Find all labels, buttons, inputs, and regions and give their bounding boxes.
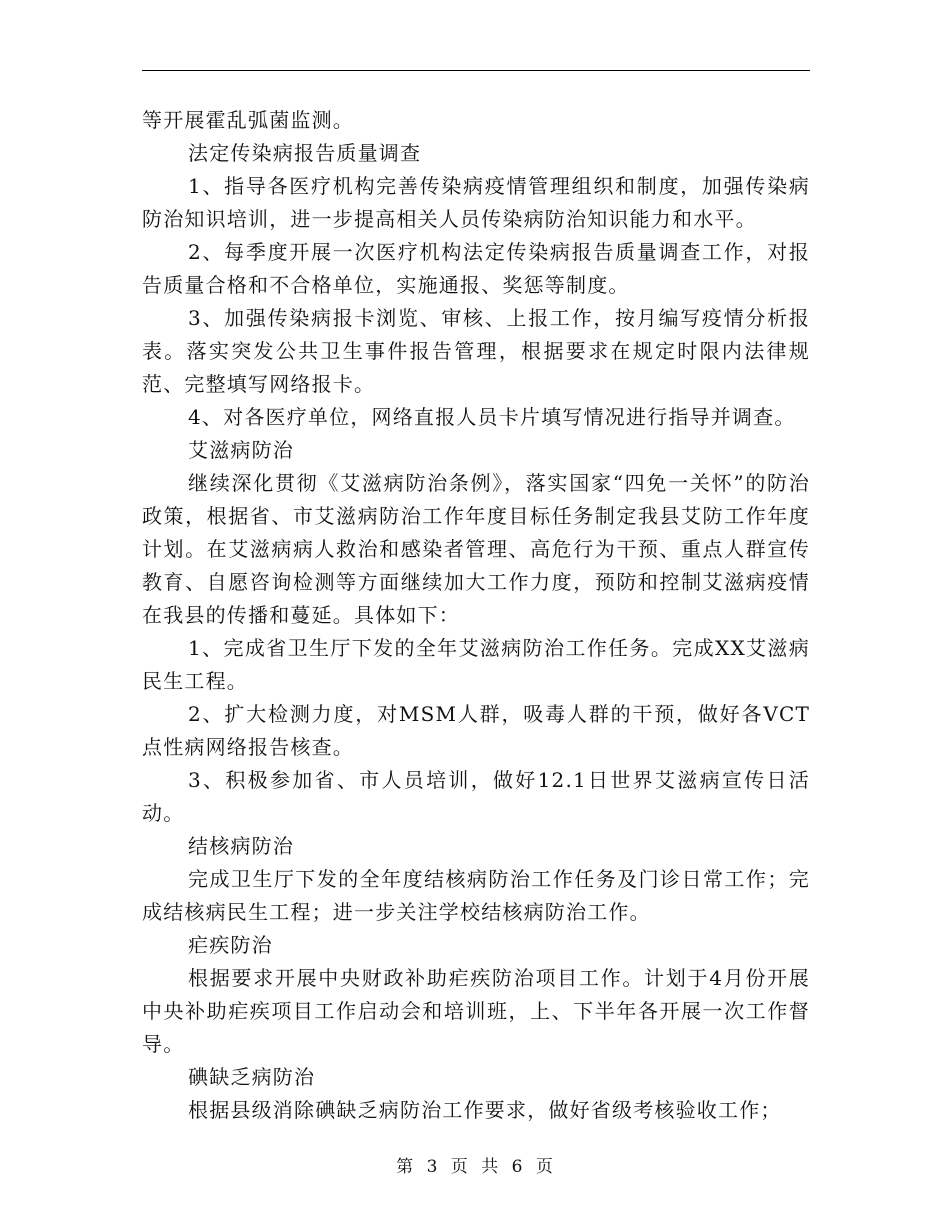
paragraph: 艾滋病防治 xyxy=(188,438,294,462)
paragraph: 等开展霍乱弧菌监测。 xyxy=(142,108,354,132)
page-footer xyxy=(0,1152,950,1177)
paragraph: 结核病防治 xyxy=(188,834,294,858)
paragraph: 继续深化贯彻《艾滋病防治条例》，落实国家“四免一关怀”的防治政策，根据省、市艾滋病防治工作年度目标任务制定我县艾防工作年度计划。在艾滋病病人救治和感染者管理、高危行为干预、重点人群宣传教育、自愿咨询检测等方面继续加大工作力度，预防和控制艾滋病疫情在我县的传播和蔓延。具体如下： xyxy=(142,471,810,627)
footer-total-word: 共 xyxy=(481,1157,500,1177)
header-rule xyxy=(142,70,810,71)
footer-prefix: 第 xyxy=(396,1157,415,1177)
paragraph: 疟疾防治 xyxy=(188,933,273,957)
paragraph: 根据要求开展中央财政补助疟疾防治项目工作。计划于4月份开展中央补助疟疾项目工作启动会和培训班，上、下半年各开展一次工作督导。 xyxy=(142,966,810,1056)
paragraph: 1、完成省卫生厅下发的全年艾滋病防治工作任务。完成XX艾滋病民生工程。 xyxy=(142,636,810,693)
footer-page-word: 页 xyxy=(450,1157,469,1177)
paragraph: 2、每季度开展一次医疗机构法定传染病报告质量调查工作，对报告质量合格和不合格单位，实施通报、奖惩等制度。 xyxy=(142,240,810,297)
paragraph: 2、扩大检测力度，对MSM人群，吸毒人群的干预，做好各VCT点性病网络报告核查。 xyxy=(142,702,810,759)
paragraph: 完成卫生厅下发的全年度结核病防治工作任务及门诊日常工作；完成结核病民生工程；进一步关注学校结核病防治工作。 xyxy=(142,867,810,924)
paragraph: 根据县级消除碘缺乏病防治工作要求，做好省级考核验收工作； xyxy=(188,1098,782,1122)
footer-suffix: 页 xyxy=(535,1157,554,1177)
footer-total-pages: 6 xyxy=(511,1157,524,1177)
paragraph: 4、对各医疗单位，网络直报人员卡片填写情况进行指导并调查。 xyxy=(188,405,796,429)
document-body xyxy=(142,104,810,1127)
paragraph: 法定传染病报告质量调查 xyxy=(188,141,422,165)
paragraph: 1、指导各医疗机构完善传染病疫情管理组织和制度，加强传染病防治知识培训，进一步提高相关人员传染病防治知识能力和水平。 xyxy=(142,174,810,231)
paragraph: 3、加强传染病报卡浏览、审核、上报工作，按月编写疫情分析报表。落实突发公共卫生事件报告管理，根据要求在规定时限内法律规范、完整填写网络报卡。 xyxy=(142,306,810,396)
paragraph: 碘缺乏病防治 xyxy=(188,1065,316,1089)
footer-current-page: 3 xyxy=(426,1157,439,1177)
paragraph: 3、积极参加省、市人员培训，做好12.1日世界艾滋病宣传日活动。 xyxy=(142,768,810,825)
